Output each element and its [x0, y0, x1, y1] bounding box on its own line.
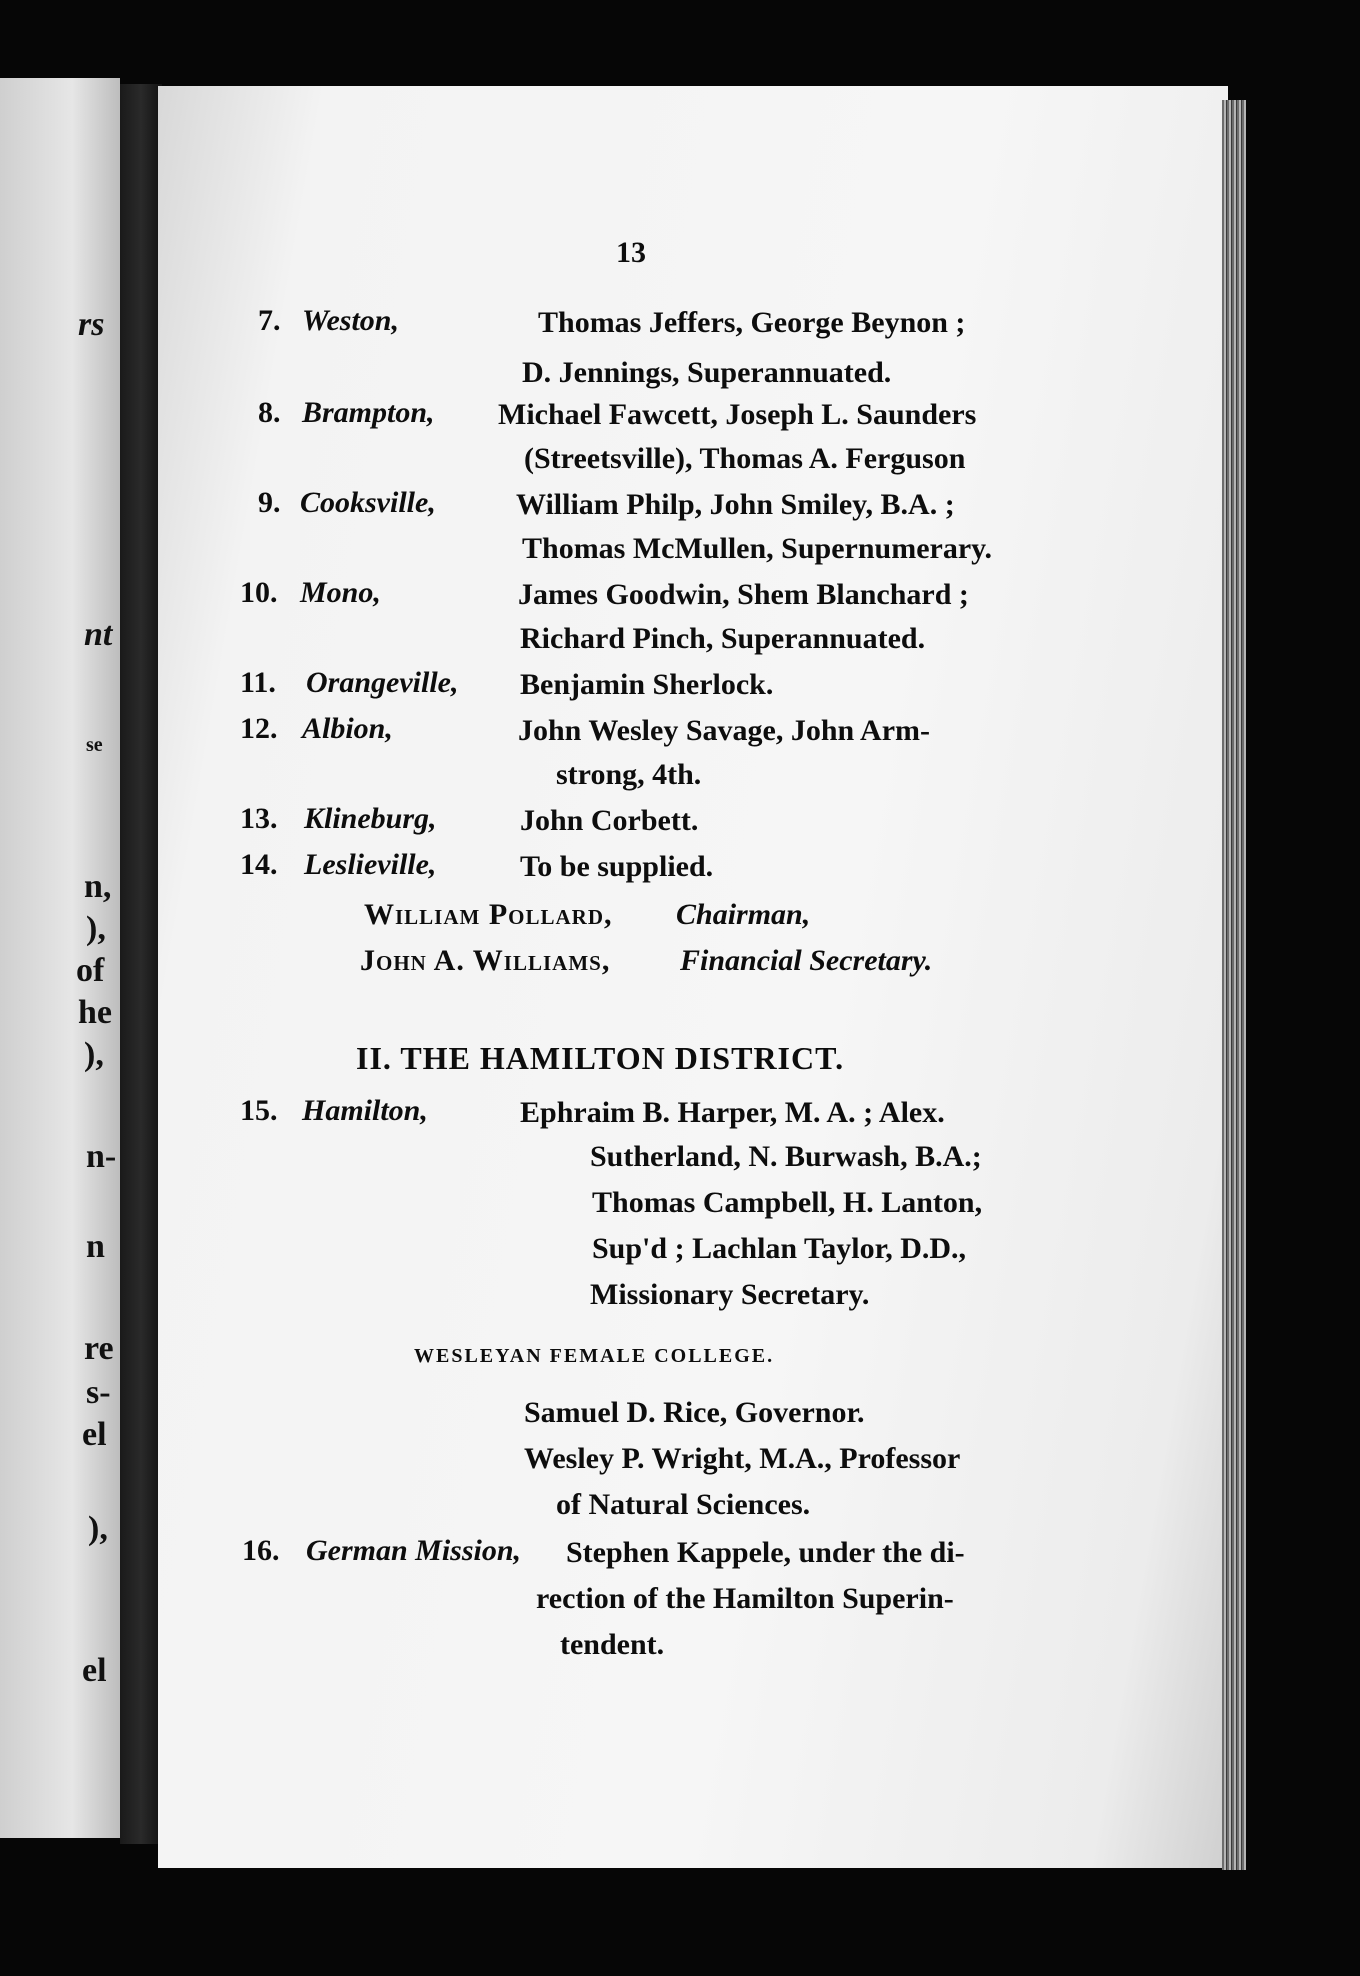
left-page-fragment: ),: [88, 1510, 108, 1547]
minister-line: Michael Fawcett, Joseph L. Saunders: [498, 398, 977, 431]
left-facing-page: [0, 78, 120, 1838]
circuit-name: Klineburg,: [304, 802, 437, 835]
minister-line: John Wesley Savage, John Arm-: [518, 714, 930, 747]
college-line: Samuel D. Rice, Governor.: [524, 1396, 865, 1429]
district-heading: II. THE HAMILTON DISTRICT.: [356, 1040, 845, 1076]
left-page-fragment: n,: [84, 868, 112, 905]
minister-line: Thomas McMullen, Supernumerary.: [522, 532, 992, 565]
circuit-name: Leslieville,: [304, 848, 437, 881]
left-page-fragment: nt: [84, 616, 113, 653]
left-page-fragment: ),: [84, 1036, 104, 1073]
minister-line: James Goodwin, Shem Blanchard ;: [518, 578, 969, 611]
secretary-role: Financial Secretary.: [680, 944, 933, 977]
minister-line: tendent.: [560, 1628, 665, 1661]
circuit-name: Cooksville,: [300, 486, 436, 519]
minister-line: D. Jennings, Superannuated.: [522, 356, 892, 389]
chairman-name: William Pollard,: [364, 898, 613, 931]
entry-number: 9.: [258, 486, 281, 519]
minister-line: Stephen Kappele, under the di-: [566, 1536, 965, 1569]
entry-number: 14.: [240, 848, 278, 881]
minister-line: Thomas Jeffers, George Beynon ;: [538, 306, 966, 339]
minister-line: Sutherland, N. Burwash, B.A.;: [590, 1140, 982, 1173]
left-page-fragment: he: [78, 994, 112, 1031]
secretary-name: John A. Williams,: [360, 944, 611, 977]
circuit-name: German Mission,: [306, 1534, 522, 1567]
circuit-name: Brampton,: [302, 396, 435, 429]
entry-number: 7.: [258, 304, 281, 337]
minister-line: Missionary Secretary.: [590, 1278, 870, 1311]
left-page-fragment: rs: [78, 306, 105, 343]
left-page-fragment: of: [76, 952, 105, 989]
entry-number: 11.: [240, 666, 276, 699]
left-page-fragment: ),: [86, 910, 106, 947]
minister-line: John Corbett.: [520, 804, 699, 837]
minister-line: Benjamin Sherlock.: [520, 668, 774, 701]
circuit-name: Orangeville,: [306, 666, 459, 699]
minister-line: Sup'd ; Lachlan Taylor, D.D.,: [592, 1232, 967, 1265]
circuit-name: Weston,: [302, 304, 399, 337]
minister-line: Ephraim B. Harper, M. A. ; Alex.: [520, 1096, 945, 1129]
entry-number: 8.: [258, 396, 281, 429]
college-line: Wesley P. Wright, M.A., Professor: [524, 1442, 961, 1475]
page-edge-stack: [1222, 100, 1246, 1870]
circuit-name: Hamilton,: [302, 1094, 428, 1127]
minister-line: (Streetsville), Thomas A. Ferguson: [524, 442, 966, 475]
minister-line: strong, 4th.: [556, 758, 702, 791]
minister-line: Thomas Campbell, H. Lanton,: [592, 1186, 983, 1219]
left-page-fragment: el: [82, 1416, 107, 1453]
minister-line: Richard Pinch, Superannuated.: [520, 622, 926, 655]
left-page-fragment: el: [82, 1652, 107, 1689]
entry-number: 10.: [240, 576, 278, 609]
entry-number: 12.: [240, 712, 278, 745]
entry-number: 16.: [242, 1534, 280, 1567]
page-number: 13: [616, 236, 646, 269]
chairman-role: Chairman,: [676, 898, 811, 931]
college-line: of Natural Sciences.: [556, 1488, 811, 1521]
minister-line: rection of the Hamilton Superin-: [536, 1582, 954, 1615]
left-page-fragment: s-: [86, 1374, 111, 1411]
left-page-fragment: re: [84, 1330, 114, 1367]
minister-line: To be supplied.: [520, 850, 714, 883]
college-heading: WESLEYAN FEMALE COLLEGE.: [414, 1345, 775, 1367]
entry-number: 13.: [240, 802, 278, 835]
left-page-fragment: se: [86, 734, 103, 756]
entry-number: 15.: [240, 1094, 278, 1127]
circuit-name: Albion,: [302, 712, 393, 745]
left-page-fragment: n-: [86, 1138, 117, 1175]
circuit-name: Mono,: [300, 576, 381, 609]
left-page-fragment: n: [86, 1228, 105, 1265]
book-binding-gutter: [120, 84, 162, 1844]
minister-line: William Philp, John Smiley, B.A. ;: [516, 488, 955, 521]
